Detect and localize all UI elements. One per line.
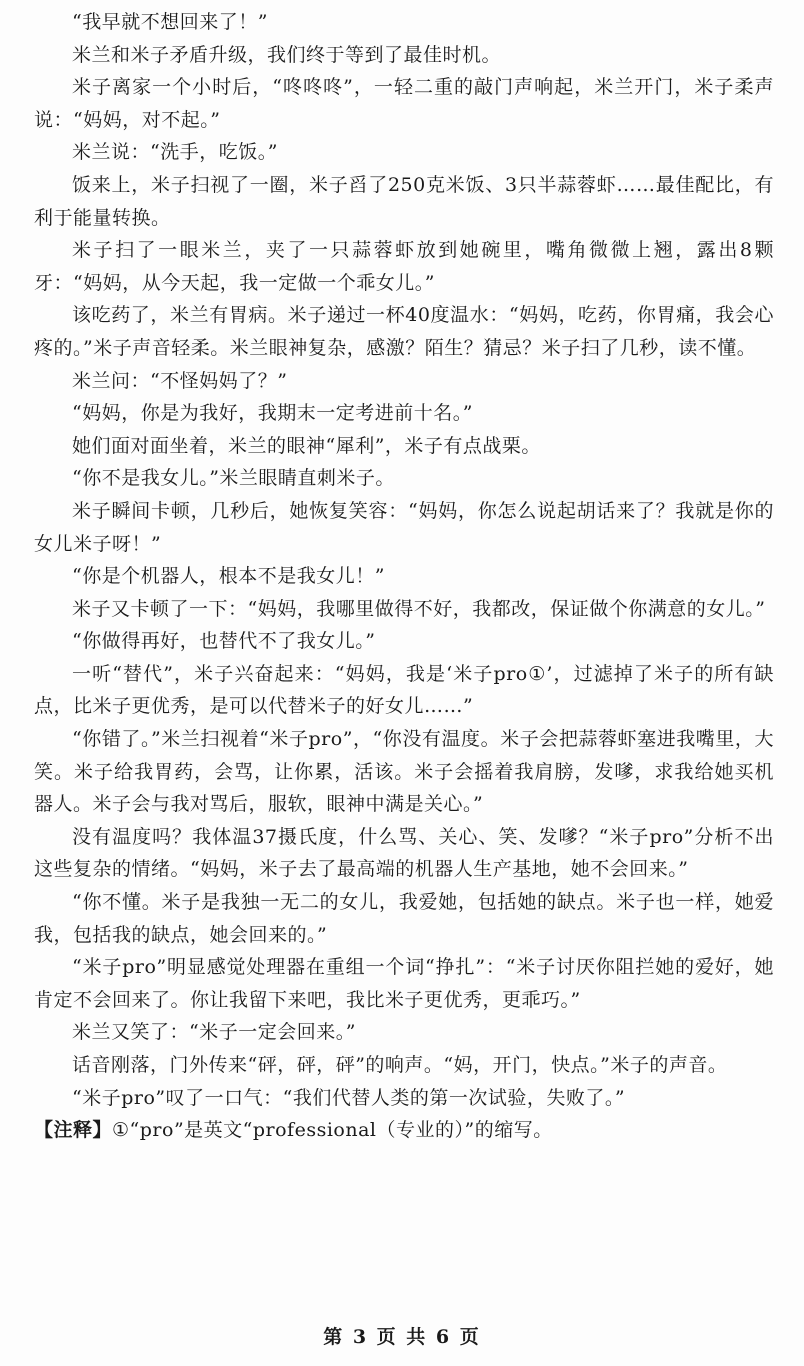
paragraph: 米兰又笑了：“米子一定会回来。” [72, 1021, 356, 1044]
paragraph: 该吃药了，米兰有胃病。米子递过一杯40度温水：“妈妈，吃药，你胃痛，我会心疼的。”米子声音轻柔。米兰眼神复杂，感激？陌生？猜忌？米子扫了几秒，读不懂。 [34, 304, 774, 359]
page-number-footer: 第 3 页 共 6 页 [323, 1326, 481, 1348]
paragraph: “我早就不想回来了！” [72, 11, 268, 33]
paragraph: 话音刚落，门外传来“砰，砰，砰”的响声。“妈，开门，快点。”米子的声音。 [72, 1054, 728, 1076]
paragraph: 米兰和米子矛盾升级，我们终于等到了最佳时机。 [72, 43, 502, 66]
paragraph: 米子瞬间卡顿，几秒后，她恢复笑容：“妈妈，你怎么说起胡话来了？我就是你的女儿米子呀！” [34, 499, 774, 555]
paragraph: 一听“替代”，米子兴奋起来：“妈妈，我是‘米子pro①’，过滤掉了米子的所有缺点，比米子更优秀，是可以代替米子的好女儿……” [34, 662, 774, 718]
paragraph: 米兰说：“洗手，吃饭。” [72, 141, 278, 164]
paragraph: “你做得再好，也替代不了我女儿。” [72, 630, 376, 653]
note-label: 【注释】 [34, 1119, 113, 1142]
paragraph: “你是个机器人，根本不是我女儿！” [72, 565, 385, 588]
paragraph: 米兰问：“不怪妈妈了？” [72, 369, 288, 392]
paragraph: “你错了。”米兰扫视着“米子pro”，“你没有温度。米子会把蒜蓉虾塞进我嘴里，大笑。米子给我胃药，会骂，让你累，活该。米子会摇着我肩膀，发嗲，求我给她买机器人。米子会与我对骂后，服软，眼神中满是关心。” [34, 728, 774, 816]
paragraph: 她们面对面坐着，米兰的眼神“犀利”，米子有点战栗。 [72, 434, 541, 457]
paragraph: 没有温度吗？我体温37摄氏度，什么骂、关心、笑、发嗲？“米子pro”分析不出这些复杂的情绪。“妈妈，米子去了最高端的机器人生产基地，她不会回来。” [34, 825, 774, 881]
annotation-note [34, 1114, 774, 1147]
paragraph: “你不懂。米子是我独一无二的女儿，我爱她，包括她的缺点。米子也一样，她爱我，包括我的缺点，她会回来的。” [34, 891, 774, 946]
story-text [34, 6, 774, 1147]
note-text: ①“pro”是英文“professional（专业的）”的缩写。 [112, 1119, 553, 1142]
paragraph: 饭来上，米子扫视了一圈，米子舀了250克米饭、3只半蒜蓉虾……最佳配比，有利于能量转换。 [34, 173, 774, 229]
paragraph: “妈妈，你是为我好，我期末一定考进前十名。” [72, 402, 473, 425]
paragraph: 米子扫了一眼米兰，夹了一只蒜蓉虾放到她碗里，嘴角微微上翘，露出8颗牙：“妈妈，从今天起，我一定做一个乖女儿。” [34, 239, 774, 294]
paragraph: “米子pro”明显感觉处理器在重组一个词“挣扎”：“米子讨厌你阻拦她的爱好，她肯定不会回来了。你让我留下来吧，我比米子更优秀，更乖巧。” [34, 956, 774, 1011]
paragraph: “你不是我女儿。”米兰眼睛直刺米子。 [72, 467, 395, 490]
paragraph: 米子又卡顿了一下：“妈妈，我哪里做得不好，我都改，保证做个你满意的女儿。” [72, 597, 766, 620]
paragraph: 米子离家一个小时后，“咚咚咚”，一轻二重的敲门声响起，米兰开门，米子柔声说：“妈妈，对不起。” [34, 76, 774, 131]
paragraph: “米子pro”叹了一口气：“我们代替人类的第一次试验，失败了。” [72, 1086, 626, 1109]
